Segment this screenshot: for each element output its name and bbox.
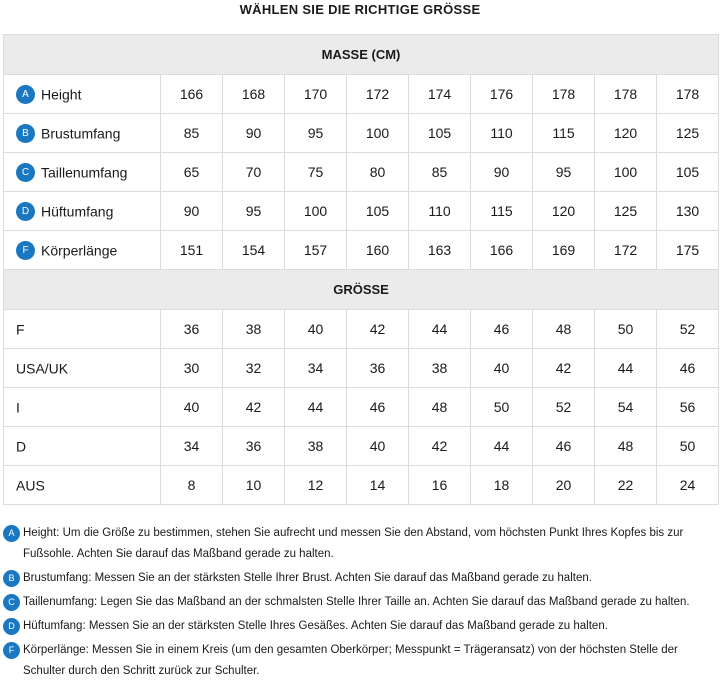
table-cell: 48 (595, 427, 657, 466)
table-cell: 120 (533, 192, 595, 231)
row-label-text: AUS (16, 477, 45, 494)
table-cell: 42 (223, 388, 285, 427)
table-cell: 36 (223, 427, 285, 466)
note-item (3, 592, 719, 613)
table-cell: 12 (285, 466, 347, 505)
row-label (4, 427, 161, 466)
table-cell: 95 (285, 114, 347, 153)
letter-badge-icon: F (16, 241, 35, 260)
table-cell: 110 (409, 192, 471, 231)
table-cell: 20 (533, 466, 595, 505)
measurement-notes (3, 523, 719, 685)
table-cell: 168 (223, 75, 285, 114)
note-item (3, 568, 719, 589)
row-label (4, 192, 161, 231)
row-label-text: D (16, 438, 27, 455)
section-header-masse (4, 35, 719, 75)
table-cell: 65 (161, 153, 223, 192)
letter-badge-icon: C (3, 594, 20, 611)
row-label (4, 466, 161, 505)
letter-badge-icon: D (3, 618, 20, 635)
size-chart-table (3, 34, 719, 505)
section-header-groesse (4, 270, 719, 310)
table-cell: 32 (223, 349, 285, 388)
table-cell: 100 (595, 153, 657, 192)
table-cell: 151 (161, 231, 223, 270)
table-cell: 46 (347, 388, 409, 427)
measurement-row (4, 192, 719, 231)
letter-badge-icon: B (16, 124, 35, 143)
table-cell: 100 (285, 192, 347, 231)
table-cell: 170 (285, 75, 347, 114)
table-cell: 38 (409, 349, 471, 388)
table-cell: 42 (533, 349, 595, 388)
table-cell: 44 (471, 427, 533, 466)
table-cell: 169 (533, 231, 595, 270)
letter-badge-icon: C (16, 163, 35, 182)
table-cell: 38 (285, 427, 347, 466)
note-item (3, 523, 719, 565)
letter-badge-icon: D (16, 202, 35, 221)
size-row (4, 349, 719, 388)
table-cell: 100 (347, 114, 409, 153)
table-cell: 178 (595, 75, 657, 114)
table-cell: 30 (161, 349, 223, 388)
size-row (4, 310, 719, 349)
table-cell: 172 (347, 75, 409, 114)
row-label-text: F (16, 321, 25, 338)
row-label-text: Taillenumfang (41, 164, 128, 180)
table-cell: 50 (595, 310, 657, 349)
table-cell: 40 (161, 388, 223, 427)
table-cell: 125 (595, 192, 657, 231)
table-cell: 80 (347, 153, 409, 192)
size-row (4, 427, 719, 466)
table-cell: 115 (471, 192, 533, 231)
table-cell: 157 (285, 231, 347, 270)
table-cell: 44 (285, 388, 347, 427)
table-cell: 40 (285, 310, 347, 349)
table-cell: 42 (347, 310, 409, 349)
row-label (4, 114, 161, 153)
table-cell: 90 (223, 114, 285, 153)
table-cell: 176 (471, 75, 533, 114)
table-cell: 50 (657, 427, 719, 466)
table-cell: 10 (223, 466, 285, 505)
table-cell: 16 (409, 466, 471, 505)
table-cell: 40 (471, 349, 533, 388)
section-header-masse-label: MASSE (CM) (4, 35, 719, 75)
table-cell: 46 (533, 427, 595, 466)
table-cell: 52 (533, 388, 595, 427)
table-cell: 105 (657, 153, 719, 192)
row-label (4, 75, 161, 114)
table-cell: 90 (471, 153, 533, 192)
table-cell: 95 (533, 153, 595, 192)
letter-badge-icon: A (3, 525, 20, 542)
table-cell: 154 (223, 231, 285, 270)
table-cell: 50 (471, 388, 533, 427)
table-cell: 125 (657, 114, 719, 153)
row-label (4, 310, 161, 349)
table-cell: 166 (161, 75, 223, 114)
table-cell: 42 (409, 427, 471, 466)
table-cell: 44 (595, 349, 657, 388)
table-cell: 105 (347, 192, 409, 231)
table-cell: 46 (657, 349, 719, 388)
measurement-row (4, 114, 719, 153)
measurement-row (4, 231, 719, 270)
table-cell: 18 (471, 466, 533, 505)
table-cell: 36 (161, 310, 223, 349)
note-text: Körperlänge: Messen Sie in einem Kreis (um den gesamten Oberkörper; Messpunkt = Trägeransatz) von der höchsten Stelle der Schulter durch den Schritt zurück zur Schulter. (23, 644, 678, 677)
table-cell: 56 (657, 388, 719, 427)
section-header-groesse-label: GRÖSSE (4, 270, 719, 310)
row-label (4, 153, 161, 192)
row-label-text: Körperlänge (41, 242, 118, 258)
table-cell: 14 (347, 466, 409, 505)
row-label-text: Hüftumfang (41, 203, 114, 219)
table-cell: 38 (223, 310, 285, 349)
table-cell: 48 (533, 310, 595, 349)
note-text: Height: Um die Größe zu bestimmen, stehen Sie aufrecht und messen Sie den Abstand, vom höchsten Punkt Ihres Kopfes bis zur Fußsohle. Achten Sie darauf das Maßband gerade zu halten. (23, 527, 684, 560)
table-cell: 36 (347, 349, 409, 388)
size-row (4, 466, 719, 505)
table-cell: 70 (223, 153, 285, 192)
table-cell: 115 (533, 114, 595, 153)
table-cell: 34 (161, 427, 223, 466)
table-cell: 174 (409, 75, 471, 114)
measurement-row (4, 153, 719, 192)
table-cell: 120 (595, 114, 657, 153)
table-cell: 48 (409, 388, 471, 427)
table-cell: 46 (471, 310, 533, 349)
table-cell: 130 (657, 192, 719, 231)
table-cell: 105 (409, 114, 471, 153)
note-text: Brustumfang: Messen Sie an der stärksten Stelle Ihrer Brust. Achten Sie darauf das Maßband gerade zu halten. (23, 572, 592, 584)
table-cell: 40 (347, 427, 409, 466)
table-cell: 178 (657, 75, 719, 114)
table-cell: 178 (533, 75, 595, 114)
note-item (3, 616, 719, 637)
table-cell: 54 (595, 388, 657, 427)
measurement-row (4, 75, 719, 114)
letter-badge-icon: A (16, 85, 35, 104)
note-text: Taillenumfang: Legen Sie das Maßband an der schmalsten Stelle Ihrer Taille an. Achten Sie darauf das Maßband gerade zu halten. (23, 596, 690, 608)
table-cell: 95 (223, 192, 285, 231)
table-cell: 34 (285, 349, 347, 388)
table-cell: 52 (657, 310, 719, 349)
table-cell: 8 (161, 466, 223, 505)
page-title: WÄHLEN SIE DIE RICHTIGE GRÖSSE (239, 2, 481, 17)
letter-badge-icon: F (3, 642, 20, 659)
note-text: Hüftumfang: Messen Sie an der stärksten Stelle Ihres Gesäßes. Achten Sie darauf das Maßband gerade zu halten. (23, 620, 608, 632)
table-cell: 166 (471, 231, 533, 270)
letter-badge-icon: B (3, 570, 20, 587)
size-row (4, 388, 719, 427)
table-cell: 85 (409, 153, 471, 192)
table-cell: 172 (595, 231, 657, 270)
row-label (4, 388, 161, 427)
table-cell: 24 (657, 466, 719, 505)
row-label-text: Height (41, 86, 82, 102)
table-cell: 163 (409, 231, 471, 270)
table-cell: 44 (409, 310, 471, 349)
row-label-text: USA/UK (16, 360, 69, 377)
table-cell: 75 (285, 153, 347, 192)
table-cell: 22 (595, 466, 657, 505)
row-label (4, 231, 161, 270)
row-label-text: Brustumfang (41, 125, 121, 141)
table-cell: 85 (161, 114, 223, 153)
table-cell: 90 (161, 192, 223, 231)
row-label (4, 349, 161, 388)
table-cell: 110 (471, 114, 533, 153)
table-cell: 175 (657, 231, 719, 270)
table-cell: 160 (347, 231, 409, 270)
row-label-text: I (16, 399, 20, 416)
